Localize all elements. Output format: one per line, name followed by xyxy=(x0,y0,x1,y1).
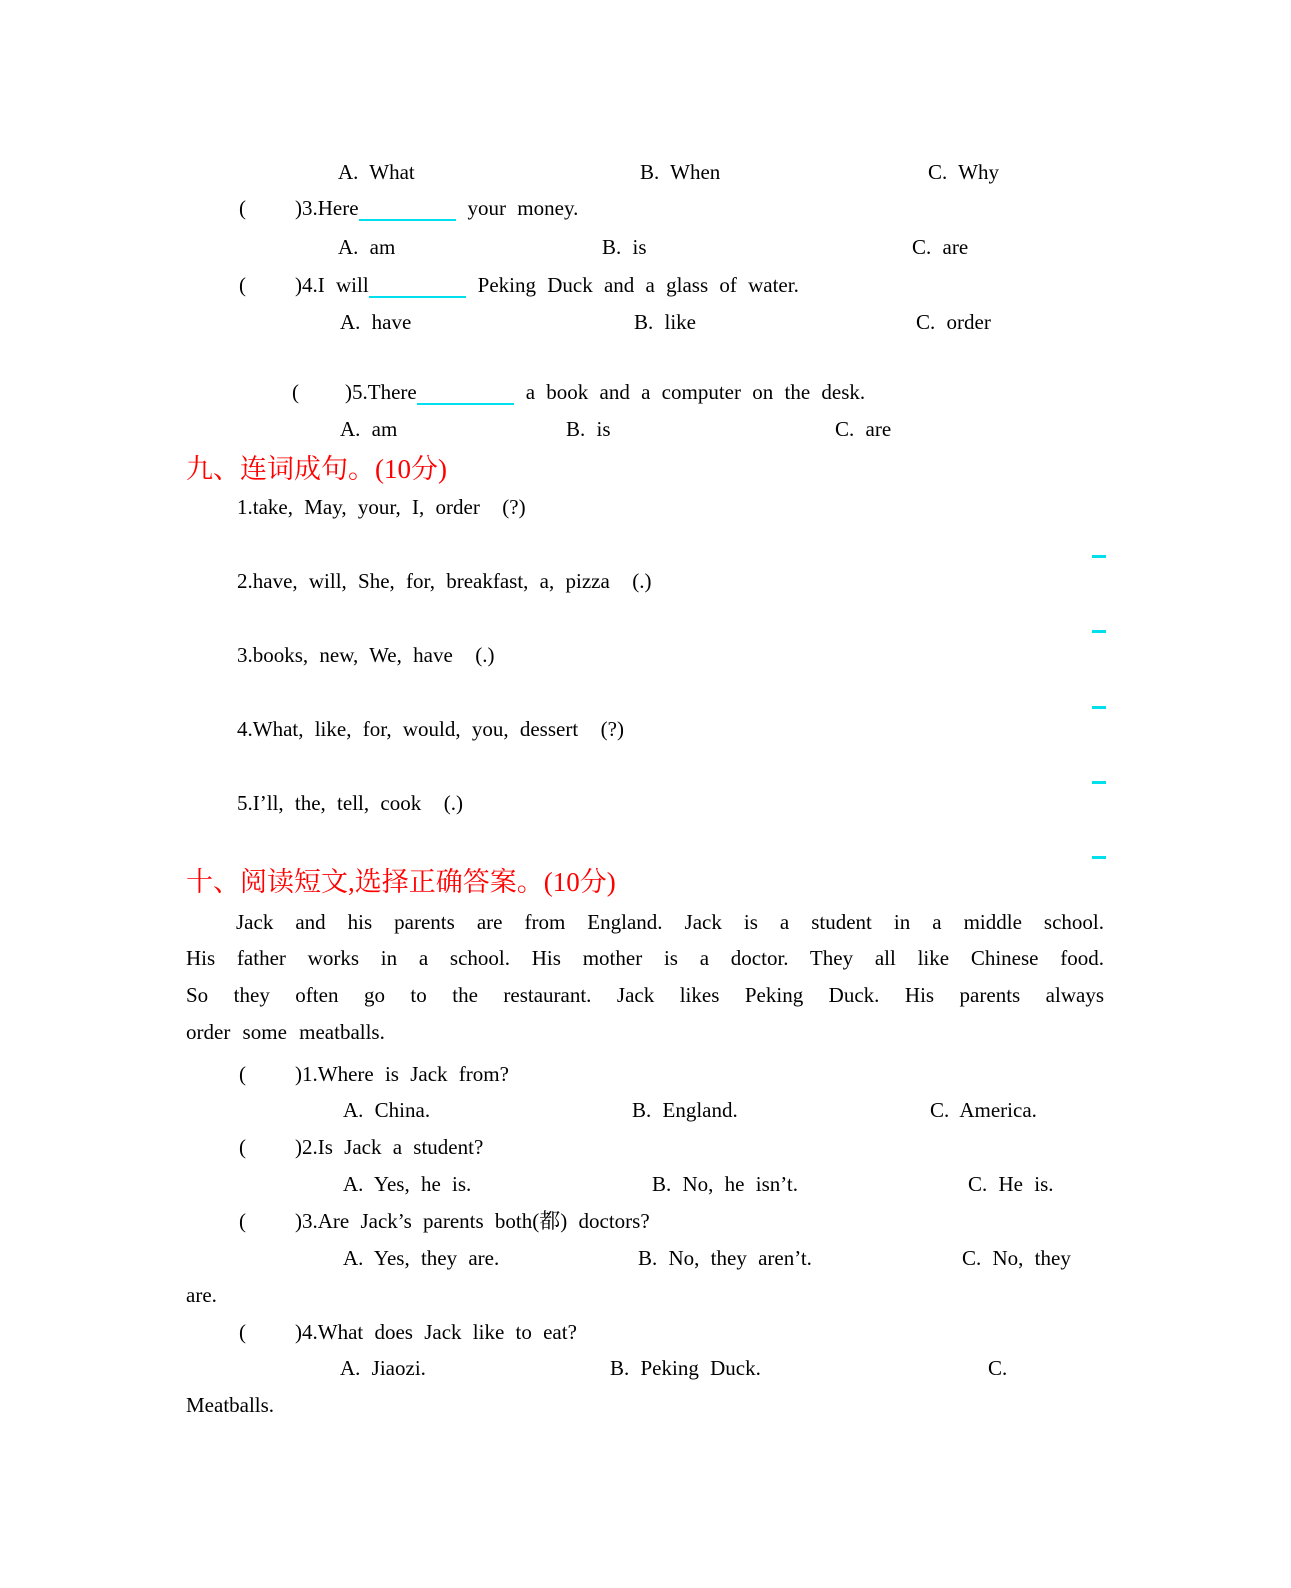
passage-line-1: Jack and his parents are from England. Jack is a student in a middle school. xyxy=(236,910,1104,934)
option-c: C. are xyxy=(912,235,969,259)
section-10-heading: 十、阅读短文,选择正确答案。(10分) xyxy=(186,867,616,897)
answer-line-dash-2 xyxy=(1092,630,1106,633)
option-c: C. are xyxy=(835,417,892,441)
option-c: C. order xyxy=(916,310,991,334)
option-b: B. is xyxy=(602,235,647,259)
answer-line-dash-4 xyxy=(1092,781,1106,784)
option-b: B. Peking Duck. xyxy=(610,1356,761,1380)
passage-line-4: order some meatballs. xyxy=(186,1020,385,1044)
question-text xyxy=(295,193,578,223)
option-a: A. Yes, they are. xyxy=(343,1246,500,1270)
answer-blank xyxy=(369,284,466,298)
question-text: )3.Are Jack’s parents both(都) doctors? xyxy=(295,1209,650,1233)
question-label: )4.I will xyxy=(295,273,369,297)
option-a: A. Yes, he is. xyxy=(343,1172,472,1196)
answer-paren: ( xyxy=(239,1135,246,1159)
option-a: A. have xyxy=(340,310,412,334)
item-text: 4.What, like, for, would, you, dessert (?) xyxy=(237,717,624,741)
answer-paren: ( xyxy=(239,1209,246,1233)
option-b: B. No, he isn’t. xyxy=(652,1172,798,1196)
option-c: C. xyxy=(988,1356,1008,1380)
option-b: B. When xyxy=(640,160,721,184)
passage-line-3: So they often go to the restaurant. Jack likes Peking Duck. His parents always xyxy=(186,983,1104,1007)
option-b: B. England. xyxy=(632,1098,738,1122)
answer-paren: ( xyxy=(239,273,246,297)
passage-line-2: His father works in a school. His mother is a doctor. They all like Chinese food. xyxy=(186,946,1104,970)
carry-text: Meatballs. xyxy=(186,1393,275,1417)
option-a: A. What xyxy=(338,160,415,184)
question-text: )1.Where is Jack from? xyxy=(295,1062,509,1086)
answer-blank xyxy=(359,207,456,221)
option-c: C. He is. xyxy=(968,1172,1054,1196)
option-b: B. like xyxy=(634,310,696,334)
question-text xyxy=(345,377,865,407)
reading-answer-carry-4 xyxy=(0,1390,1291,1480)
option-b: B. No, they aren’t. xyxy=(638,1246,812,1270)
answer-paren: ( xyxy=(239,1062,246,1086)
question-after: a book and a computer on the desk. xyxy=(525,380,866,404)
option-a: A. Jiaozi. xyxy=(340,1356,426,1380)
answer-paren: ( xyxy=(239,196,246,220)
option-a: A. am xyxy=(340,417,398,441)
item-text: 3.books, new, We, have (.) xyxy=(237,643,495,667)
answer-line-dash-5 xyxy=(1092,856,1106,859)
question-label: )3.Here xyxy=(295,196,359,220)
question-text: )4.What does Jack like to eat? xyxy=(295,1320,577,1344)
question-after: Peking Duck and a glass of water. xyxy=(477,273,799,297)
item-text: 2.have, will, She, for, breakfast, a, pizza (.) xyxy=(237,569,652,593)
answer-line-dash-1 xyxy=(1092,555,1106,558)
answer-paren: ( xyxy=(292,380,299,404)
option-c: C. No, they xyxy=(962,1246,1071,1270)
section-9-heading: 九、连词成句。(10分) xyxy=(186,454,447,484)
option-a: A. am xyxy=(338,235,396,259)
carry-text: are. xyxy=(186,1283,217,1307)
option-b: B. is xyxy=(566,417,611,441)
option-c: C. Why xyxy=(928,160,999,184)
question-text: )2.Is Jack a student? xyxy=(295,1135,484,1159)
answer-blank xyxy=(417,391,514,405)
question-label: )5.There xyxy=(345,380,417,404)
option-a: A. China. xyxy=(343,1098,431,1122)
question-text xyxy=(295,270,799,300)
item-text: 1.take, May, your, I, order (?) xyxy=(237,495,526,519)
answer-paren: ( xyxy=(239,1320,246,1344)
item-text: 5.I’ll, the, tell, cook (.) xyxy=(237,791,463,815)
question-after: your money. xyxy=(467,196,579,220)
answer-line-dash-3 xyxy=(1092,706,1106,709)
option-c: C. America. xyxy=(930,1098,1037,1122)
